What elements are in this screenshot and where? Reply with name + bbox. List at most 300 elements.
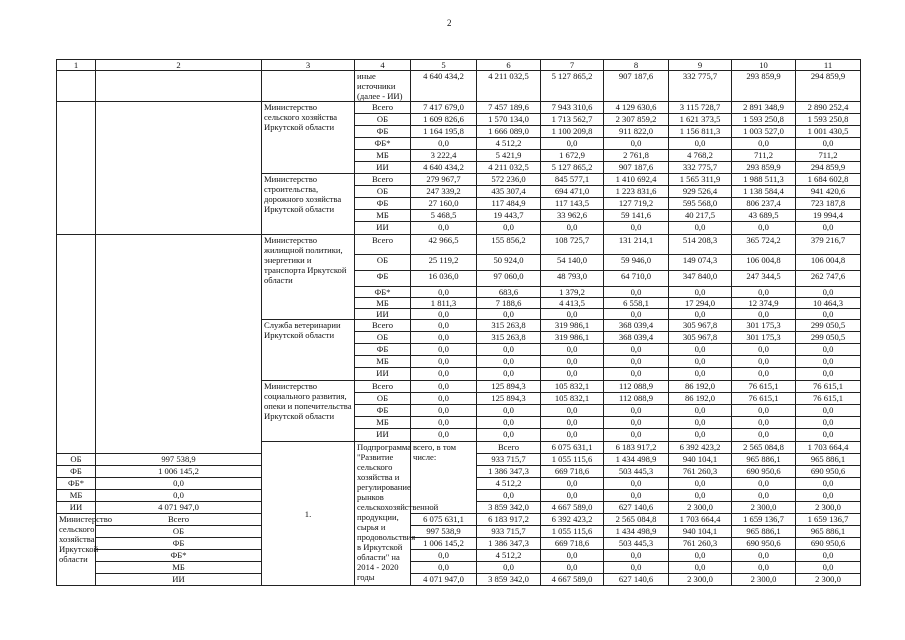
value-cell: 149 074,3 bbox=[669, 255, 732, 271]
value-cell: 0,0 bbox=[411, 393, 477, 405]
funding-source-cell: ИИ bbox=[57, 502, 96, 514]
value-cell: 0,0 bbox=[796, 405, 861, 417]
value-cell: 1 006 145,2 bbox=[96, 466, 262, 478]
value-cell: 19 443,7 bbox=[477, 210, 541, 222]
value-cell: 127 719,2 bbox=[604, 198, 669, 210]
funding-source-cell: ОБ bbox=[355, 186, 411, 198]
funding-source-cell: Всего bbox=[355, 320, 411, 332]
value-cell: 572 236,0 bbox=[477, 174, 541, 186]
value-cell: 5 421,9 bbox=[477, 150, 541, 162]
table-row bbox=[57, 102, 861, 114]
value-cell: 262 747,6 bbox=[796, 271, 861, 287]
value-cell: 6 558,1 bbox=[604, 298, 669, 309]
program-name-cell bbox=[96, 235, 262, 454]
value-cell: 1 434 498,9 bbox=[604, 454, 669, 466]
value-cell: 0,0 bbox=[669, 550, 732, 562]
value-cell: 368 039,4 bbox=[604, 320, 669, 332]
value-cell: 723 187,8 bbox=[796, 198, 861, 210]
value-cell: 2 761,8 bbox=[604, 150, 669, 162]
value-cell: 0,0 bbox=[732, 309, 796, 320]
value-cell: 595 568,0 bbox=[669, 198, 732, 210]
value-cell: 845 577,1 bbox=[541, 174, 604, 186]
funding-source-cell: Всего bbox=[355, 235, 411, 255]
value-cell: 0,0 bbox=[732, 287, 796, 298]
value-cell: 2 891 348,9 bbox=[732, 102, 796, 114]
value-cell: 0,0 bbox=[477, 562, 541, 574]
program-name-cell: Подпрограмма "Развитие сельского хозяйства и регулирование рынков сельскохозяйственной продукции, сырья и продовольствия в Иркутской области" на 2014 - 2020 годы bbox=[355, 442, 411, 586]
value-cell: 0,0 bbox=[732, 478, 796, 490]
column-number: 4 bbox=[355, 60, 411, 71]
value-cell: 0,0 bbox=[96, 490, 262, 502]
funding-source-cell: ФБ* bbox=[355, 138, 411, 150]
column-number: 5 bbox=[411, 60, 477, 71]
funding-source-cell: Всего bbox=[355, 174, 411, 186]
value-cell: 0,0 bbox=[796, 309, 861, 320]
value-cell: 0,0 bbox=[732, 490, 796, 502]
funding-source-cell: ИИ bbox=[355, 222, 411, 235]
funding-source-cell: ФБ bbox=[355, 405, 411, 417]
value-cell: 4 512,2 bbox=[477, 550, 541, 562]
value-cell: 1 055 115,6 bbox=[541, 526, 604, 538]
value-cell: 694 471,0 bbox=[541, 186, 604, 198]
value-cell: 117 143,5 bbox=[541, 198, 604, 210]
value-cell: 0,0 bbox=[604, 138, 669, 150]
value-cell: 1 811,3 bbox=[411, 298, 477, 309]
value-cell: 1 703 664,4 bbox=[796, 442, 861, 454]
value-cell: 43 689,5 bbox=[732, 210, 796, 222]
value-cell: 929 526,4 bbox=[669, 186, 732, 198]
value-cell: 1 055 115,6 bbox=[541, 454, 604, 466]
row-number-cell bbox=[57, 102, 96, 235]
value-cell: 0,0 bbox=[669, 478, 732, 490]
value-cell: 941 420,6 bbox=[796, 186, 861, 198]
value-cell: 0,0 bbox=[477, 429, 541, 442]
executor-cell: всего, в том числе: bbox=[411, 442, 477, 514]
value-cell: 10 464,3 bbox=[796, 298, 861, 309]
value-cell: 1 164 195,8 bbox=[411, 126, 477, 138]
value-cell: 0,0 bbox=[732, 356, 796, 368]
value-cell: 0,0 bbox=[541, 368, 604, 381]
value-cell: 1 593 250,8 bbox=[732, 114, 796, 126]
value-cell: 7 188,6 bbox=[477, 298, 541, 309]
value-cell: 0,0 bbox=[732, 429, 796, 442]
value-cell: 1 386 347,3 bbox=[477, 538, 541, 550]
value-cell: 0,0 bbox=[477, 309, 541, 320]
row-number-cell: 1. bbox=[262, 442, 355, 586]
value-cell: 435 307,4 bbox=[477, 186, 541, 198]
value-cell: 0,0 bbox=[411, 138, 477, 150]
value-cell: 1 001 430,5 bbox=[796, 126, 861, 138]
value-cell: 112 088,9 bbox=[604, 393, 669, 405]
funding-source-cell: Всего bbox=[96, 514, 262, 526]
value-cell: 16 036,0 bbox=[411, 271, 477, 287]
value-cell: 0,0 bbox=[411, 550, 477, 562]
value-cell: 299 050,5 bbox=[796, 320, 861, 332]
value-cell: 0,0 bbox=[796, 356, 861, 368]
funding-source-cell: ОБ bbox=[355, 255, 411, 271]
value-cell: 669 718,6 bbox=[541, 538, 604, 550]
value-cell: 0,0 bbox=[796, 344, 861, 356]
value-cell: 59 946,0 bbox=[604, 255, 669, 271]
value-cell: 4 211 032,5 bbox=[477, 71, 541, 102]
funding-source-cell: МБ bbox=[355, 298, 411, 309]
executor-cell: Министерство сельского хозяйства Иркутской области bbox=[57, 514, 96, 586]
value-cell: 0,0 bbox=[669, 344, 732, 356]
funding-source-cell: МБ bbox=[355, 210, 411, 222]
value-cell: 0,0 bbox=[796, 562, 861, 574]
executor-cell: Служба ветеринарии Иркутской области bbox=[262, 320, 355, 381]
value-cell: 0,0 bbox=[796, 478, 861, 490]
value-cell: 59 141,6 bbox=[604, 210, 669, 222]
value-cell: 4 211 032,5 bbox=[477, 162, 541, 174]
value-cell: 0,0 bbox=[669, 490, 732, 502]
funding-source-cell: ИИ bbox=[355, 368, 411, 381]
value-cell: 0,0 bbox=[796, 417, 861, 429]
value-cell: 347 840,0 bbox=[669, 271, 732, 287]
value-cell: 4 071 947,0 bbox=[411, 574, 477, 586]
value-cell: 1 672,9 bbox=[541, 150, 604, 162]
value-cell: 0,0 bbox=[669, 309, 732, 320]
executor-cell: Министерство сельского хозяйства Иркутской области bbox=[262, 102, 355, 174]
value-cell: 0,0 bbox=[541, 478, 604, 490]
value-cell: 0,0 bbox=[604, 222, 669, 235]
funding-source-cell: ФБ bbox=[57, 466, 96, 478]
value-cell: 0,0 bbox=[669, 562, 732, 574]
value-cell: 106 004,8 bbox=[796, 255, 861, 271]
value-cell: 0,0 bbox=[732, 562, 796, 574]
value-cell: 0,0 bbox=[541, 222, 604, 235]
value-cell: 0,0 bbox=[411, 381, 477, 393]
funding-source-cell: Всего bbox=[355, 381, 411, 393]
value-cell: 301 175,3 bbox=[732, 320, 796, 332]
value-cell: 0,0 bbox=[411, 405, 477, 417]
column-number: 7 bbox=[541, 60, 604, 71]
funding-source-cell: ФБ* bbox=[355, 287, 411, 298]
table-row bbox=[57, 71, 861, 102]
value-cell: 0,0 bbox=[669, 429, 732, 442]
value-cell: 0,0 bbox=[477, 222, 541, 235]
value-cell: 105 832,1 bbox=[541, 393, 604, 405]
value-cell: 0,0 bbox=[669, 405, 732, 417]
value-cell: 0,0 bbox=[477, 405, 541, 417]
value-cell: 627 140,6 bbox=[604, 574, 669, 586]
value-cell: 48 793,0 bbox=[541, 271, 604, 287]
funding-source-cell: ОБ bbox=[355, 114, 411, 126]
table-row bbox=[57, 562, 861, 574]
value-cell: 0,0 bbox=[796, 368, 861, 381]
value-cell: 4 667 589,0 bbox=[541, 502, 604, 514]
value-cell: 4 667 589,0 bbox=[541, 574, 604, 586]
table-row bbox=[57, 235, 861, 255]
row-number-cell bbox=[57, 71, 96, 102]
value-cell: 0,0 bbox=[411, 417, 477, 429]
value-cell: 5 127 865,2 bbox=[541, 162, 604, 174]
value-cell: 0,0 bbox=[669, 368, 732, 381]
value-cell: 0,0 bbox=[541, 550, 604, 562]
value-cell: 293 859,9 bbox=[732, 162, 796, 174]
value-cell: 627 140,6 bbox=[604, 502, 669, 514]
value-cell: 293 859,9 bbox=[732, 71, 796, 102]
executor-cell bbox=[262, 71, 355, 102]
funding-source-cell: МБ bbox=[57, 490, 96, 502]
value-cell: 0,0 bbox=[541, 562, 604, 574]
value-cell: 907 187,6 bbox=[604, 162, 669, 174]
value-cell: 4 640 434,2 bbox=[411, 71, 477, 102]
funding-source-cell: ФБ bbox=[355, 271, 411, 287]
value-cell: 1 988 511,3 bbox=[732, 174, 796, 186]
column-number: 8 bbox=[604, 60, 669, 71]
value-cell: 294 859,9 bbox=[796, 71, 861, 102]
value-cell: 0,0 bbox=[796, 222, 861, 235]
value-cell: 4 129 630,6 bbox=[604, 102, 669, 114]
value-cell: 42 966,5 bbox=[411, 235, 477, 255]
funding-source-cell: МБ bbox=[355, 356, 411, 368]
value-cell: 0,0 bbox=[477, 344, 541, 356]
value-cell: 6 183 917,2 bbox=[477, 514, 541, 526]
value-cell: 76 615,1 bbox=[796, 381, 861, 393]
funding-source-cell: МБ bbox=[355, 150, 411, 162]
value-cell: 19 994,4 bbox=[796, 210, 861, 222]
value-cell: 503 445,3 bbox=[604, 466, 669, 478]
value-cell: 50 924,0 bbox=[477, 255, 541, 271]
value-cell: 299 050,5 bbox=[796, 332, 861, 344]
value-cell: 690 950,6 bbox=[796, 466, 861, 478]
value-cell: 3 859 342,0 bbox=[477, 574, 541, 586]
value-cell: 7 943 310,6 bbox=[541, 102, 604, 114]
value-cell: 1 666 089,0 bbox=[477, 126, 541, 138]
value-cell: 965 886,1 bbox=[732, 454, 796, 466]
value-cell: 503 445,3 bbox=[604, 538, 669, 550]
value-cell: 1 703 664,4 bbox=[669, 514, 732, 526]
value-cell: 0,0 bbox=[604, 368, 669, 381]
column-number: 3 bbox=[262, 60, 355, 71]
value-cell: 97 060,0 bbox=[477, 271, 541, 287]
value-cell: 155 856,2 bbox=[477, 235, 541, 255]
value-cell: 1 593 250,8 bbox=[796, 114, 861, 126]
value-cell: 1 609 826,6 bbox=[411, 114, 477, 126]
value-cell: 0,0 bbox=[732, 417, 796, 429]
value-cell: 2 307 859,2 bbox=[604, 114, 669, 126]
column-number: 6 bbox=[477, 60, 541, 71]
value-cell: 0,0 bbox=[411, 562, 477, 574]
value-cell: 0,0 bbox=[477, 356, 541, 368]
value-cell: 0,0 bbox=[541, 429, 604, 442]
value-cell: 0,0 bbox=[732, 550, 796, 562]
value-cell: 711,2 bbox=[732, 150, 796, 162]
value-cell: 86 192,0 bbox=[669, 393, 732, 405]
column-number: 9 bbox=[669, 60, 732, 71]
value-cell: 379 216,7 bbox=[796, 235, 861, 255]
value-cell: 0,0 bbox=[669, 138, 732, 150]
value-cell: 965 886,1 bbox=[796, 454, 861, 466]
value-cell: 911 822,0 bbox=[604, 126, 669, 138]
column-number: 1 bbox=[57, 60, 96, 71]
value-cell: 315 263,8 bbox=[477, 320, 541, 332]
program-name-cell bbox=[96, 71, 262, 102]
executor-cell: Министерство социального развития, опеки и попечительства Иркутской области bbox=[262, 381, 355, 442]
funding-source-cell: Всего bbox=[355, 102, 411, 114]
value-cell: 0,0 bbox=[477, 417, 541, 429]
page-number: 2 bbox=[447, 18, 452, 28]
value-cell: 761 260,3 bbox=[669, 466, 732, 478]
value-cell: 0,0 bbox=[796, 429, 861, 442]
value-cell: 0,0 bbox=[796, 138, 861, 150]
value-cell: 0,0 bbox=[411, 344, 477, 356]
value-cell: 294 859,9 bbox=[796, 162, 861, 174]
value-cell: 1 223 831,6 bbox=[604, 186, 669, 198]
value-cell: 117 484,9 bbox=[477, 198, 541, 210]
value-cell: 0,0 bbox=[411, 222, 477, 235]
value-cell: 965 886,1 bbox=[732, 526, 796, 538]
value-cell: 247 344,5 bbox=[732, 271, 796, 287]
value-cell: 131 214,1 bbox=[604, 235, 669, 255]
value-cell: 690 950,6 bbox=[732, 538, 796, 550]
value-cell: 1 138 584,4 bbox=[732, 186, 796, 198]
funding-source-cell: ОБ bbox=[355, 393, 411, 405]
value-cell: 2 300,0 bbox=[732, 574, 796, 586]
value-cell: 0,0 bbox=[411, 356, 477, 368]
value-cell: 305 967,8 bbox=[669, 332, 732, 344]
value-cell: 2 565 084,8 bbox=[604, 514, 669, 526]
value-cell: 0,0 bbox=[411, 429, 477, 442]
value-cell: 54 140,0 bbox=[541, 255, 604, 271]
value-cell: 0,0 bbox=[796, 550, 861, 562]
value-cell: 690 950,6 bbox=[732, 466, 796, 478]
value-cell: 108 725,7 bbox=[541, 235, 604, 255]
value-cell: 64 710,0 bbox=[604, 271, 669, 287]
funding-source-cell: ОБ bbox=[355, 332, 411, 344]
value-cell: 25 119,2 bbox=[411, 255, 477, 271]
value-cell: 1 386 347,3 bbox=[477, 466, 541, 478]
value-cell: 0,0 bbox=[604, 478, 669, 490]
value-cell: 2 565 084,8 bbox=[732, 442, 796, 454]
funding-source-cell: ОБ bbox=[96, 526, 262, 538]
value-cell: 965 886,1 bbox=[796, 526, 861, 538]
value-cell: 105 832,1 bbox=[541, 381, 604, 393]
value-cell: 1 410 692,4 bbox=[604, 174, 669, 186]
funding-source-cell: МБ bbox=[96, 562, 262, 574]
value-cell: 0,0 bbox=[541, 309, 604, 320]
value-cell: 1 713 562,7 bbox=[541, 114, 604, 126]
value-cell: 997 538,9 bbox=[411, 526, 477, 538]
value-cell: 0,0 bbox=[411, 332, 477, 344]
value-cell: 0,0 bbox=[732, 138, 796, 150]
value-cell: 0,0 bbox=[604, 309, 669, 320]
value-cell: 332 775,7 bbox=[669, 162, 732, 174]
value-cell: 0,0 bbox=[732, 405, 796, 417]
value-cell: 2 300,0 bbox=[796, 574, 861, 586]
value-cell: 3 115 728,7 bbox=[669, 102, 732, 114]
value-cell: 683,6 bbox=[477, 287, 541, 298]
value-cell: 6 392 423,2 bbox=[669, 442, 732, 454]
value-cell: 0,0 bbox=[669, 417, 732, 429]
value-cell: 332 775,7 bbox=[669, 71, 732, 102]
table-row bbox=[57, 574, 861, 586]
column-number: 10 bbox=[732, 60, 796, 71]
table-row bbox=[57, 550, 861, 562]
funding-source-cell: ИИ bbox=[96, 574, 262, 586]
value-cell: 997 538,9 bbox=[96, 454, 262, 466]
funding-source-cell: ФБ bbox=[355, 126, 411, 138]
value-cell: 4 640 434,2 bbox=[411, 162, 477, 174]
value-cell: 27 160,0 bbox=[411, 198, 477, 210]
funding-table bbox=[56, 59, 861, 586]
value-cell: 0,0 bbox=[541, 490, 604, 502]
value-cell: 1 565 311,9 bbox=[669, 174, 732, 186]
value-cell: 940 104,1 bbox=[669, 454, 732, 466]
value-cell: 0,0 bbox=[669, 222, 732, 235]
value-cell: 1 621 373,5 bbox=[669, 114, 732, 126]
value-cell: 933 715,7 bbox=[477, 526, 541, 538]
value-cell: 0,0 bbox=[541, 405, 604, 417]
value-cell: 3 222,4 bbox=[411, 150, 477, 162]
value-cell: 1 570 134,0 bbox=[477, 114, 541, 126]
value-cell: 106 004,8 bbox=[732, 255, 796, 271]
value-cell: 4 071 947,0 bbox=[96, 502, 262, 514]
value-cell: 2 300,0 bbox=[669, 502, 732, 514]
value-cell: 1 156 811,3 bbox=[669, 126, 732, 138]
value-cell: 0,0 bbox=[96, 478, 262, 490]
value-cell: 368 039,4 bbox=[604, 332, 669, 344]
value-cell: 669 718,6 bbox=[541, 466, 604, 478]
value-cell: 4 512,2 bbox=[477, 478, 541, 490]
value-cell: 4 512,2 bbox=[477, 138, 541, 150]
value-cell: 125 894,3 bbox=[477, 393, 541, 405]
table-row bbox=[57, 526, 861, 538]
funding-source-cell: ИИ bbox=[355, 309, 411, 320]
value-cell: 4 413,5 bbox=[541, 298, 604, 309]
value-cell: 1 100 209,8 bbox=[541, 126, 604, 138]
value-cell: 2 300,0 bbox=[732, 502, 796, 514]
value-cell: 0,0 bbox=[669, 356, 732, 368]
value-cell: 806 237,4 bbox=[732, 198, 796, 210]
value-cell: 125 894,3 bbox=[477, 381, 541, 393]
value-cell: 2 300,0 bbox=[796, 502, 861, 514]
value-cell: 2 890 252,4 bbox=[796, 102, 861, 114]
value-cell: 112 088,9 bbox=[604, 381, 669, 393]
value-cell: 0,0 bbox=[477, 368, 541, 381]
value-cell: 0,0 bbox=[604, 490, 669, 502]
value-cell: 40 217,5 bbox=[669, 210, 732, 222]
value-cell: 305 967,8 bbox=[669, 320, 732, 332]
value-cell: 0,0 bbox=[604, 287, 669, 298]
funding-source-cell: ФБ* bbox=[57, 478, 96, 490]
value-cell: 0,0 bbox=[477, 490, 541, 502]
value-cell: 940 104,1 bbox=[669, 526, 732, 538]
table-row bbox=[57, 514, 861, 526]
value-cell: 0,0 bbox=[604, 356, 669, 368]
value-cell: 5 127 865,2 bbox=[541, 71, 604, 102]
value-cell: 2 300,0 bbox=[669, 574, 732, 586]
value-cell: 0,0 bbox=[411, 368, 477, 381]
funding-source-cell: ФБ bbox=[96, 538, 262, 550]
value-cell: 0,0 bbox=[796, 287, 861, 298]
header-row bbox=[57, 60, 861, 71]
value-cell: 33 962,6 bbox=[541, 210, 604, 222]
value-cell: 6 075 631,1 bbox=[541, 442, 604, 454]
value-cell: 319 986,1 bbox=[541, 332, 604, 344]
value-cell: 12 374,9 bbox=[732, 298, 796, 309]
value-cell: 0,0 bbox=[411, 320, 477, 332]
value-cell: 1 659 136,7 bbox=[732, 514, 796, 526]
value-cell: 1 379,2 bbox=[541, 287, 604, 298]
value-cell: 5 468,5 bbox=[411, 210, 477, 222]
value-cell: 0,0 bbox=[732, 344, 796, 356]
column-number: 2 bbox=[96, 60, 262, 71]
program-name-cell bbox=[96, 102, 262, 235]
value-cell: 0,0 bbox=[541, 417, 604, 429]
value-cell: 1 006 145,2 bbox=[411, 538, 477, 550]
